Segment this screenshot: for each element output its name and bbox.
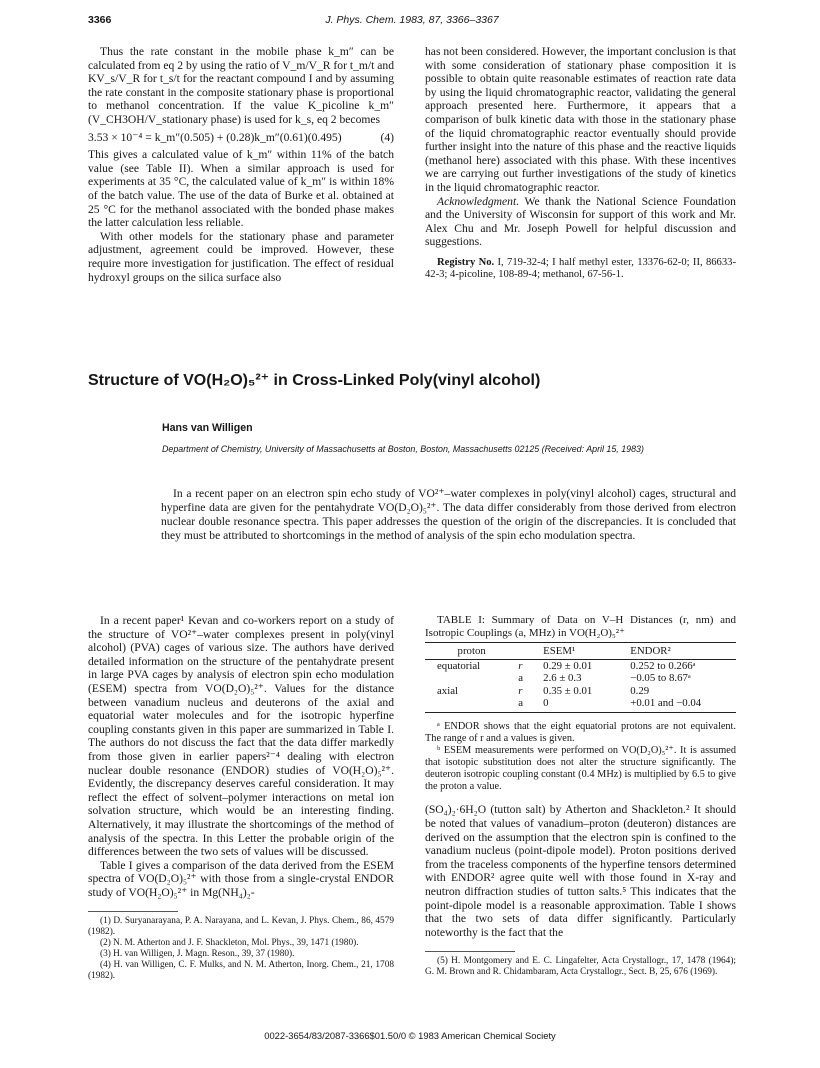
paragraph: (SO₄)₂·6H₂O (tutton salt) by Atherton and Shackleton.² It should be noted that values of vanadium–proton (deuteron) distances are derived on the assumption that the electron spin is confined to the vanadium nucleus (point-dipole model). Proton positions derived from the traceless components of the hyperfine tensors determined with ENDOR² agree quite well with those found in X-ray and neutron diffraction studies of tutton salts.⁵ This indicates that the point-dipole model is a reasonable approximation. Table I shows that the two sets of data differ significantly. Particularly noteworthy is the fact that the [425, 803, 736, 939]
paragraph: Thus the rate constant in the mobile phase k_m″ can be calculated from eq 2 by using the ratio of V_m/V_R for t_m/t and KV_s/V_R for t_s/t for the reactant compound I and by assuming the rate constant in the composite stationary phase is proportional to methanol concentration. If the value K_picoline k_m″(V_CH3OH/V_stationary phase) is used for k_s, eq 2 becomes [88, 45, 394, 126]
table-cell: a [518, 672, 524, 685]
body-left-column [88, 614, 394, 982]
table-cell: 0 [543, 697, 630, 713]
table-header-row [425, 643, 736, 659]
footnote: (4) H. van Willigen, C. F. Mulks, and N. M. Atherton, Inorg. Chem., 21, 1708 (1982). [88, 960, 394, 982]
table-cell [425, 672, 518, 684]
paragraph: has not been considered. However, the important conclusion is that with some consideration of stationary phase composition it is possible to obtain quite reasonable estimates of reaction rate data by using the liquid chromatographic reactor, validating the general approach presented here. Furthermore, it appears that a comparison of bulk kinetic data with those in the stationary phase of the liquid chromatographic reactor eventually should provide further insight into the nature of this phase and the reactive liquids (methanol here) associated with this phase. With these incentives we are carrying out further investigations of the study of kinetics in the liquid chromatographic reactor. [425, 45, 736, 194]
footnote: (5) H. Montgomery and E. C. Lingafelter, Acta Crystallogr., 17, 1478 (1964); G. M. Brown and R. Chidambaram, Acta Crystallogr., Sect. B, 25, 676 (1969). [425, 956, 736, 978]
table-note-b: ᵇ ESEM measurements were performed on VO(D₂O)₅²⁺. It is assumed that isotopic substitution does not alter the structure significantly. The deuteron isotropic coupling constant (0.4 MHz) is multiplied by 6.5 to give the proton a value. [425, 745, 736, 793]
running-header [88, 14, 736, 30]
footnote-rule [88, 911, 178, 912]
footnotes-left [88, 911, 394, 982]
registry-numbers [425, 257, 736, 282]
column-header: ENDOR² [630, 643, 736, 659]
table-note-a: ᵃ ENDOR shows that the eight equatorial protons are not equivalent. The range of r and a values is given. [425, 721, 736, 745]
acknowledgment-text: We thank the National Science Foundation and the University of Wisconsin for support of this work and Mr. Alex Chu and Mr. Joseph Powell for helpful discussion and suggestions. [425, 194, 736, 249]
registry-text: I, 719-32-4; I half methyl ester, 13376-62-0; II, 86633-42-3; 4-picoline, 108-89-4; methanol, 67-56-1. [425, 256, 736, 281]
table-cell: a [518, 697, 543, 713]
footnote-rule [425, 951, 515, 952]
paragraph: Table I gives a comparison of the data derived from the ESEM spectra of VO(D₂O)₅²⁺ with those from a single-crystal ENDOR study of VO(H₂O)₅²⁺ in Mg(NH₄)₂- [88, 858, 394, 899]
body-right-column [425, 614, 736, 978]
paragraph: In a recent paper¹ Kevan and co-workers report on a study of the structure of VO²⁺–water complexes present in poly(vinyl alcohol) (PVA) cages of various size. The authors have derived detailed information on the structure of the pentahydrate present in large PVA cages by analysis of electron spin echo modulation (ESEM) spectra from VO(D₂O)₅²⁺. Values for the distance between vanadium nucleus and deuterons of the axial and equatorial water molecules and for the isotropic hyperfine coupling constants given in this paper are summarized in Table I. The authors do not discuss the fact that the data differ markedly from those given in earlier papers²⁻⁴ dealing with electron nuclear double resonance (ENDOR) studies of VO(H₂O)₅²⁺. Evidently, the discrepancy deserves careful consideration. It may reflect the effect of solvent–polymer interactions on metal ion solvation structure, which would be an interesting finding. Alternatively, it may illustrate the shortcomings of the method of analysis of the spectra. In this Letter the probable origin of the differences between the two sets of values will be discussed. [88, 614, 394, 859]
column-header: ESEM¹ [543, 643, 630, 659]
footnotes-right [425, 951, 736, 978]
footnote: (3) H. van Willigen, J. Magn. Reson., 39, 37 (1980). [100, 949, 295, 960]
table-cell: 0.29 [630, 684, 650, 697]
table-row [425, 659, 736, 672]
registry-label: Registry No. [437, 256, 495, 268]
equation-number: (4) [380, 130, 394, 144]
table-cell: 0.29 ± 0.01 [543, 659, 593, 672]
table-cell [425, 697, 518, 713]
abstract-text: In a recent paper on an electron spin echo study of VO²⁺–water complexes in poly(vinyl alcohol) cages, structural and hyperfine data are given for the pentahydrate VO(D₂O)₅²⁺. The data differ considerably from those derived from electron nuclear double resonance spectra. This paper addresses the question of the origin of the discrepancies. It is concluded that they must be attributed to shortcomings in the method of analysis of the spin echo modulation spectra. [161, 487, 736, 542]
footnote: (2) N. M. Atherton and J. F. Shackleton, Mol. Phys., 39, 1471 (1980). [100, 938, 359, 949]
table-cell: 2.6 ± 0.3 [543, 672, 582, 685]
data-table [425, 642, 736, 713]
table-cell: equatorial [437, 659, 481, 672]
table-cell: 0.252 to 0.266ᵃ [630, 659, 696, 672]
article-title: Structure of VO(H₂O)₅²⁺ in Cross-Linked Poly(vinyl alcohol) [88, 372, 541, 389]
article-affiliation: Department of Chemistry, University of Massachusetts at Boston, Boston, Massachusetts 02125 (Received: April 15, 1983) [162, 444, 644, 454]
paragraph: With other models for the stationary phase and parameter adjustment, agreement could be improved. However, these require more investigation for justification. The effect of residual hydroxyl groups on the silica surface also [88, 229, 394, 284]
article-author: Hans van Willigen [162, 422, 253, 434]
acknowledgment-label: Acknowledgment. [437, 194, 520, 208]
abstract [161, 487, 736, 543]
equation-text: 3.53 × 10⁻⁴ = k_m″(0.505) + (0.28)k_m″(0.61)(0.495) [88, 130, 342, 144]
table-caption: TABLE I: Summary of Data on V–H Distances (r, nm) and Isotropic Couplings (a, MHz) in VO(H₂O)₅²⁺ [425, 614, 736, 640]
table-row [425, 697, 736, 713]
prev-article-right-column [425, 45, 736, 282]
page-number: 3366 [88, 14, 112, 26]
table-cell: r [518, 684, 523, 697]
equation-4 [88, 131, 394, 145]
acknowledgment [425, 195, 736, 249]
page-footer: 0022-3654/83/2087-3366$01.50/0 © 1983 American Chemical Society [264, 1030, 556, 1041]
table-cell: axial [437, 684, 458, 697]
paragraph: This gives a calculated value of k_m″ within 11% of the batch value (see Table II). When a similar approach is used for experiments at 35 °C, the calculated value of k_m″ is within 18% of the batch value. The use of the data of Burke et al. obtained at 25 °C for the methanol associated with the bonded phase makes the latter calculation less reliable. [88, 148, 394, 230]
table-row [425, 672, 736, 684]
table-cell: 0.35 ± 0.01 [543, 684, 593, 697]
column-header: proton [425, 643, 518, 659]
table-row [425, 685, 736, 697]
footnote: (1) D. Suryanarayana, P. A. Narayana, and L. Kevan, J. Phys. Chem., 86, 4579 (1982). [88, 916, 394, 938]
table-cell: r [518, 659, 523, 672]
table-cell: +0.01 and −0.04 [630, 697, 736, 713]
table-cell: −0.05 to 8.67ᵃ [630, 672, 691, 685]
column-header [518, 643, 543, 659]
journal-citation: J. Phys. Chem. 1983, 87, 3366–3367 [325, 14, 499, 26]
prev-article-left-column [88, 45, 394, 284]
